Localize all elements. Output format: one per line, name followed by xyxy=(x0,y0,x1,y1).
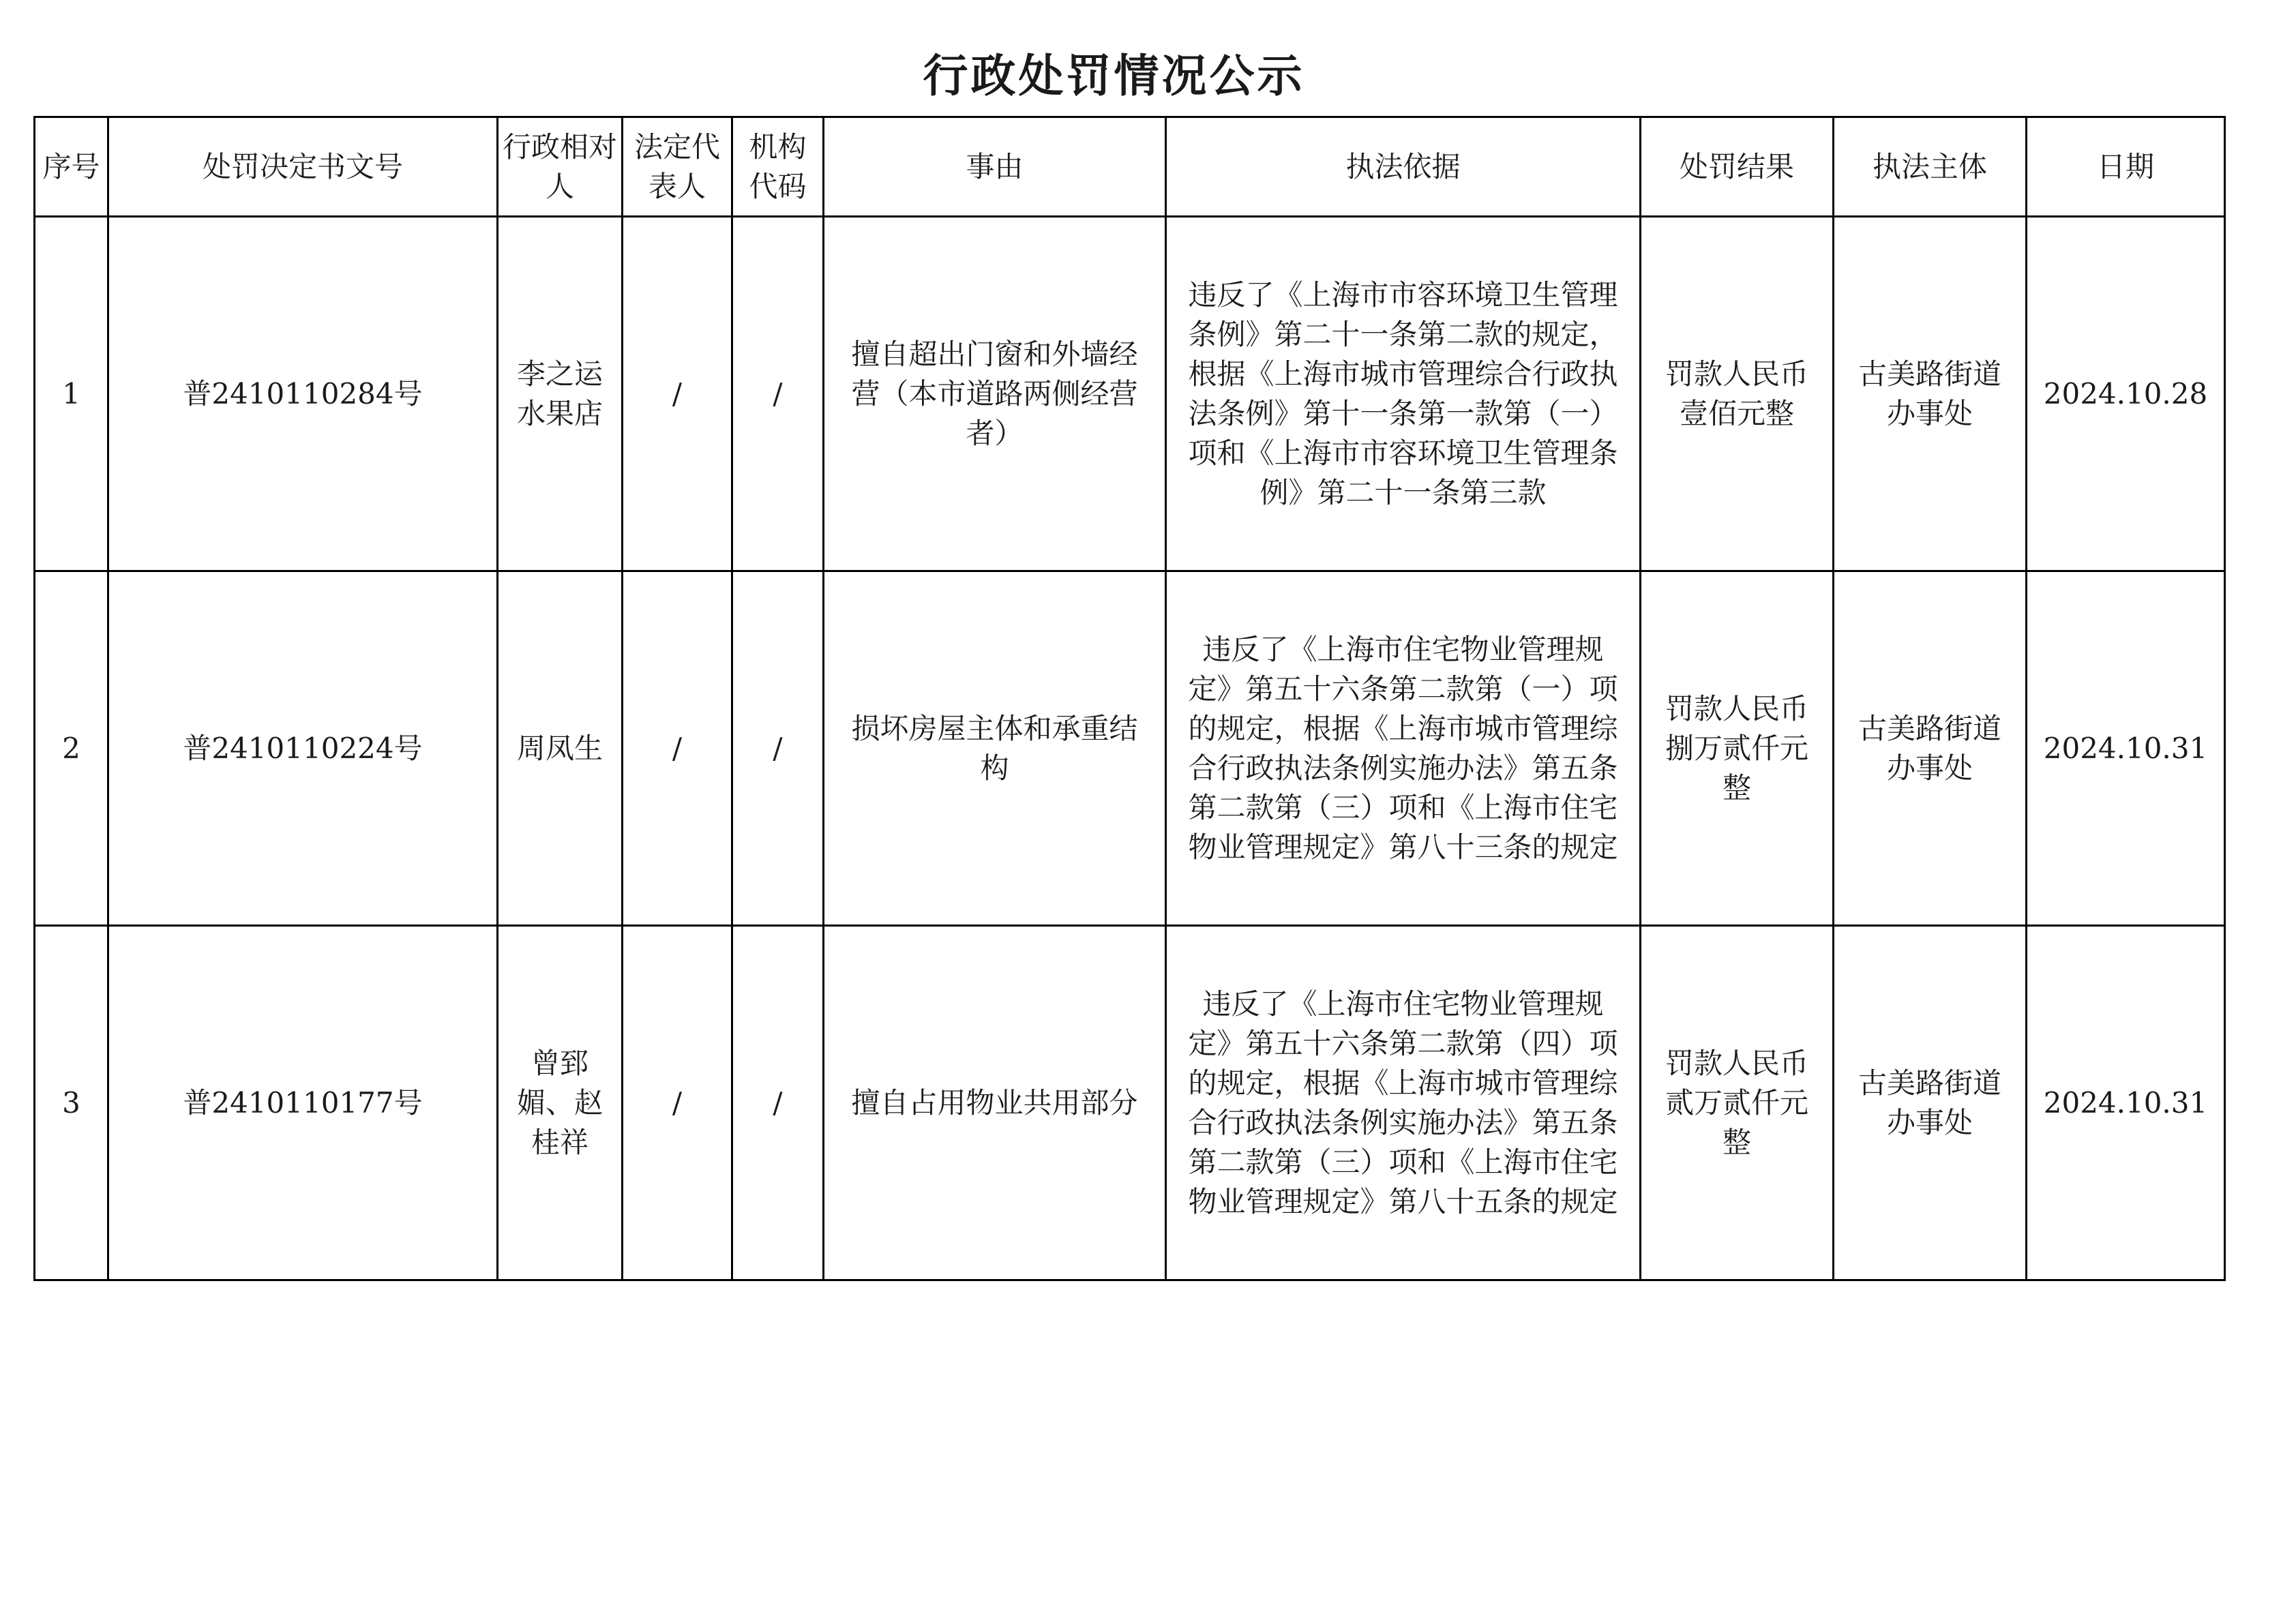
cell-index: 1 xyxy=(35,217,108,571)
header-party: 行政相对人 xyxy=(498,117,623,217)
cell-legal-rep: / xyxy=(623,217,732,571)
header-index: 序号 xyxy=(35,117,108,217)
cell-legal-basis: 违反了《上海市住宅物业管理规定》第五十六条第二款第（四）项的规定，根据《上海市城市管理综合行政执法条例实施办法》第五条第二款第（三）项和《上海市住宅物业管理规定》第八十五条的规定 xyxy=(1166,926,1641,1280)
cell-org-code: / xyxy=(732,571,824,926)
cell-date: 2024.10.31 xyxy=(2027,926,2225,1280)
cell-doc-number: 普2410110284号 xyxy=(108,217,498,571)
cell-result: 罚款人民币壹佰元整 xyxy=(1641,217,1834,571)
header-legal-basis: 执法依据 xyxy=(1166,117,1641,217)
cell-party: 曾郅媚、赵桂祥 xyxy=(498,926,623,1280)
cell-legal-basis: 违反了《上海市市容环境卫生管理条例》第二十一条第二款的规定，根据《上海市城市管理综合行政执法条例》第十一条第一款第（一）项和《上海市市容环境卫生管理条例》第二十一条第三款 xyxy=(1166,217,1641,571)
header-date: 日期 xyxy=(2027,117,2225,217)
cell-date: 2024.10.28 xyxy=(2027,217,2225,571)
cell-doc-number: 普2410110224号 xyxy=(108,571,498,926)
cell-index: 2 xyxy=(35,571,108,926)
page-title: 行政处罚情况公示 xyxy=(923,50,1305,102)
cell-party: 李之运水果店 xyxy=(498,217,623,571)
cell-reason: 损坏房屋主体和承重结构 xyxy=(824,571,1166,926)
cell-date: 2024.10.31 xyxy=(2027,571,2225,926)
header-authority: 执法主体 xyxy=(1834,117,2027,217)
header-result: 处罚结果 xyxy=(1641,117,1834,217)
table-row xyxy=(35,926,2225,1280)
cell-authority: 古美路街道办事处 xyxy=(1834,217,2027,571)
cell-doc-number: 普2410110177号 xyxy=(108,926,498,1280)
cell-result: 罚款人民币贰万贰仟元整 xyxy=(1641,926,1834,1280)
cell-legal-basis: 违反了《上海市住宅物业管理规定》第五十六条第二款第（一）项的规定，根据《上海市城市管理综合行政执法条例实施办法》第五条第二款第（三）项和《上海市住宅物业管理规定》第八十三条的规定 xyxy=(1166,571,1641,926)
table-header-row xyxy=(35,117,2225,217)
cell-org-code: / xyxy=(732,217,824,571)
cell-legal-rep: / xyxy=(623,926,732,1280)
header-doc-number: 处罚决定书文号 xyxy=(108,117,498,217)
cell-authority: 古美路街道办事处 xyxy=(1834,926,2027,1280)
cell-org-code: / xyxy=(732,926,824,1280)
header-reason: 事由 xyxy=(824,117,1166,217)
cell-authority: 古美路街道办事处 xyxy=(1834,571,2027,926)
cell-reason: 擅自占用物业共用部分 xyxy=(824,926,1166,1280)
table-row xyxy=(35,571,2225,926)
header-legal-rep: 法定代表人 xyxy=(623,117,732,217)
cell-index: 3 xyxy=(35,926,108,1280)
cell-party: 周凤生 xyxy=(498,571,623,926)
penalty-table xyxy=(33,116,2226,1281)
cell-legal-rep: / xyxy=(623,571,732,926)
header-org-code: 机构代码 xyxy=(732,117,824,217)
cell-result: 罚款人民币捌万贰仟元整 xyxy=(1641,571,1834,926)
table-row xyxy=(35,217,2225,571)
cell-reason: 擅自超出门窗和外墙经营（本市道路两侧经营者） xyxy=(824,217,1166,571)
